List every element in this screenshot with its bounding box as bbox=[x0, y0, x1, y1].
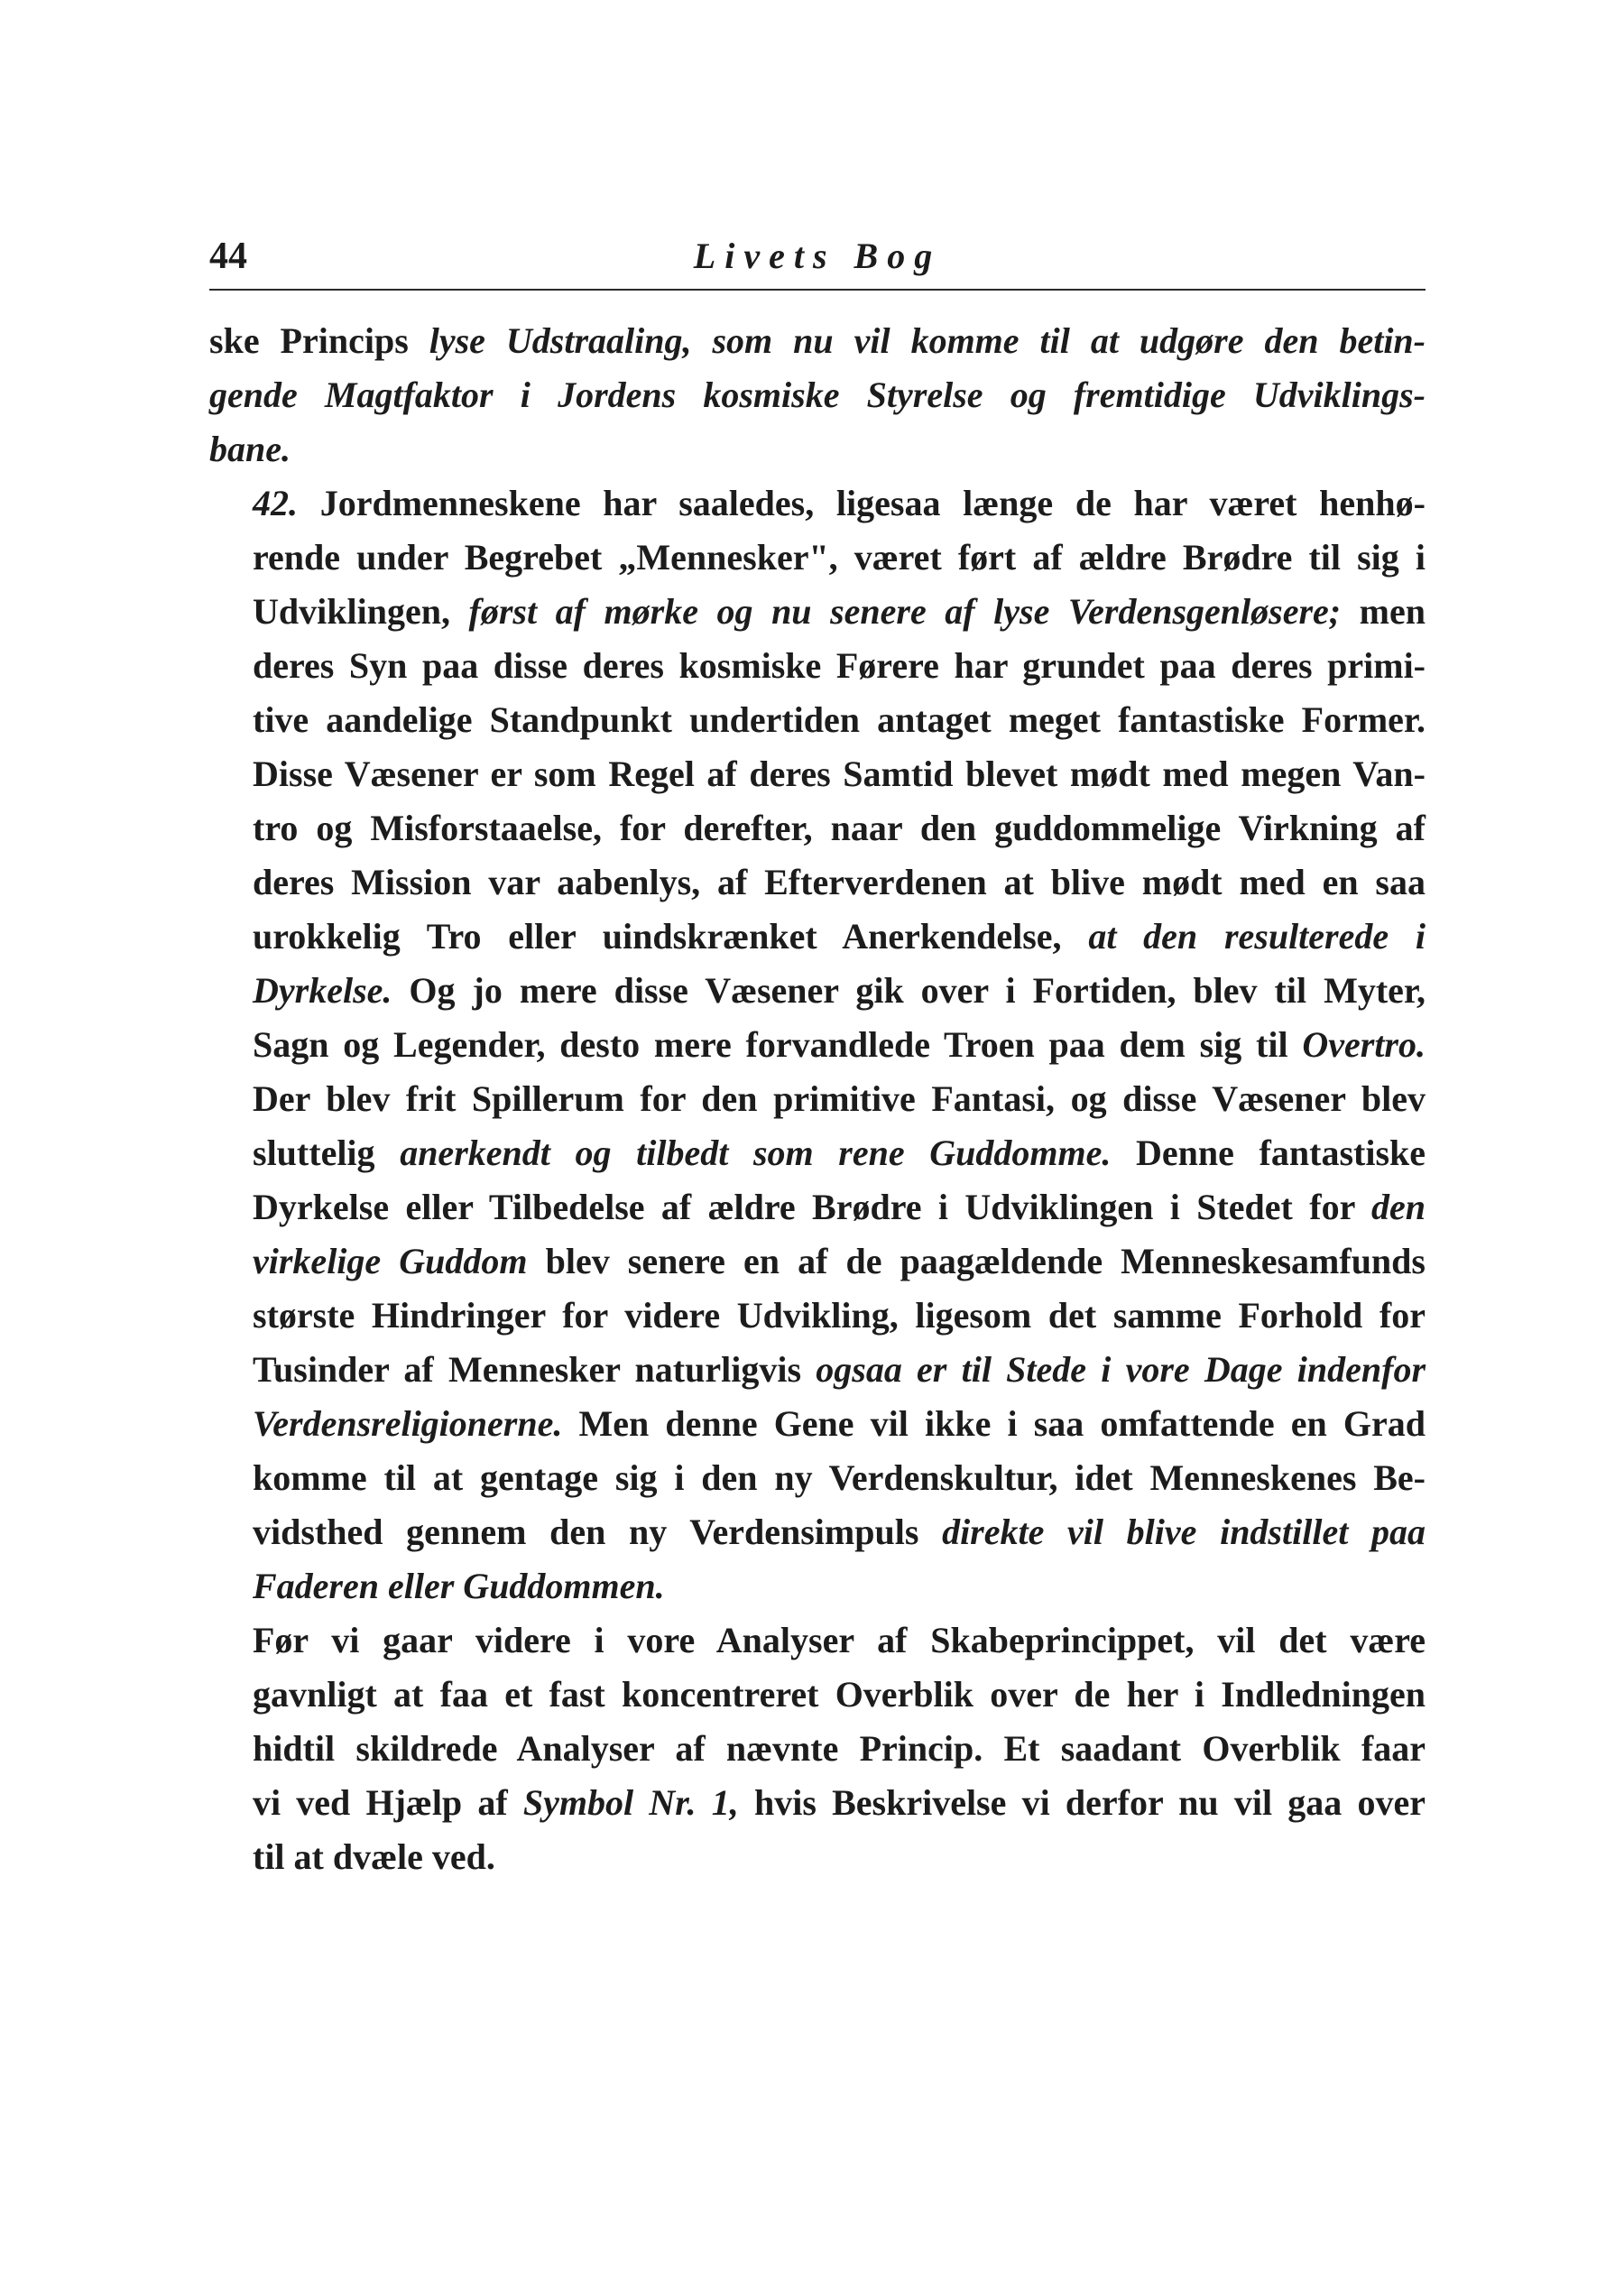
text-run: deres Syn paa disse deres kosmiske Førere har grundet paa deres primi- bbox=[253, 645, 1426, 686]
text-line bbox=[209, 585, 1426, 639]
text-line bbox=[209, 1451, 1426, 1505]
text-line bbox=[209, 1668, 1426, 1722]
text-run: hidtil skildrede Analyser af nævnte Princip. Et saadant Overblik faar bbox=[253, 1728, 1426, 1769]
text-line bbox=[209, 1289, 1426, 1343]
text-line bbox=[209, 855, 1426, 910]
text-run: Og jo mere disse Væsener gik over i Fortiden, blev til Myter, bbox=[392, 970, 1426, 1011]
body-text bbox=[209, 314, 1426, 1884]
italic-text: bane. bbox=[209, 429, 291, 469]
italic-text: 42. bbox=[253, 483, 298, 523]
text-run: Tusinder af Mennesker naturligvis bbox=[253, 1349, 817, 1390]
text-run: blev senere en af de paagældende Menneskesamfunds bbox=[527, 1241, 1426, 1281]
text-line bbox=[209, 422, 1426, 476]
text-run: største Hindringer for videre Udvikling, ligesom det samme Forhold for bbox=[253, 1295, 1426, 1336]
text-line bbox=[209, 1776, 1426, 1830]
italic-text: gende Magtfaktor i Jordens kosmiske Styrelse og fremtidige Udviklings- bbox=[209, 374, 1426, 415]
text-line bbox=[209, 1559, 1426, 1613]
text-line bbox=[209, 1180, 1426, 1234]
text-line bbox=[209, 1018, 1426, 1072]
text-line bbox=[209, 314, 1426, 368]
text-line bbox=[209, 1830, 1426, 1884]
text-run: vi ved Hjælp af bbox=[253, 1782, 523, 1823]
text-run: tive aandelige Standpunkt undertiden antaget meget fantastiske Former. bbox=[253, 699, 1426, 740]
italic-text: direkte vil blive indstillet paa bbox=[942, 1512, 1426, 1552]
text-run: ske Princips bbox=[209, 320, 429, 361]
text-line bbox=[209, 1126, 1426, 1180]
text-run: Jordmenneskene har saaledes, ligesaa længe de har været henhø- bbox=[298, 483, 1426, 523]
text-run: Men denne Gene vil ikke i saa omfattende en Grad bbox=[562, 1403, 1426, 1444]
italic-text: anerkendt og tilbedt som rene Guddomme. bbox=[400, 1133, 1112, 1173]
text-line bbox=[209, 1505, 1426, 1559]
text-run: komme til at gentage sig i den ny Verdenskultur, idet Menneskenes Be- bbox=[253, 1457, 1426, 1498]
running-head bbox=[209, 229, 1426, 291]
text-run: Disse Væsener er som Regel af deres Samtid blevet mødt med megen Van- bbox=[253, 754, 1426, 794]
text-line bbox=[209, 531, 1426, 585]
text-line bbox=[209, 1613, 1426, 1668]
italic-text: virkelige Guddom bbox=[253, 1241, 528, 1281]
text-line bbox=[209, 1343, 1426, 1397]
running-title: Livets Bog bbox=[693, 236, 942, 276]
paragraph bbox=[209, 314, 1426, 476]
text-run: Udviklingen, bbox=[253, 591, 469, 632]
text-run: men bbox=[1341, 591, 1426, 632]
text-run: til at dvæle ved. bbox=[253, 1836, 495, 1877]
italic-text: at den resulterede i bbox=[1088, 916, 1426, 957]
italic-text: Symbol Nr. 1, bbox=[522, 1782, 739, 1823]
text-line bbox=[209, 1072, 1426, 1126]
text-run: gavnligt at faa et fast koncentreret Overblik over de her i Indledningen bbox=[253, 1674, 1426, 1715]
italic-text: Overtro. bbox=[1302, 1024, 1426, 1065]
page-number: 44 bbox=[209, 236, 247, 277]
text-line bbox=[209, 1234, 1426, 1289]
text-run: Før vi gaar videre i vore Analyser af Skabeprincippet, vil det være bbox=[253, 1620, 1426, 1660]
italic-text: lyse Udstraaling, som nu vil komme til at udgøre den betin- bbox=[429, 320, 1426, 361]
paragraph bbox=[209, 476, 1426, 1613]
text-line bbox=[209, 368, 1426, 422]
text-line bbox=[209, 693, 1426, 747]
italic-text: den bbox=[1371, 1187, 1426, 1227]
text-run: deres Mission var aabenlys, af Efterverdenen at blive mødt med en saa bbox=[253, 862, 1426, 902]
text-run: Denne fantastiske bbox=[1111, 1133, 1426, 1173]
text-run: vidsthed gennem den ny Verdensimpuls bbox=[253, 1512, 943, 1552]
text-run: hvis Beskrivelse vi derfor nu vil gaa over bbox=[738, 1782, 1426, 1823]
text-run: Der blev frit Spillerum for den primitive Fantasi, og disse Væsener blev bbox=[253, 1078, 1426, 1119]
italic-text: Faderen eller Guddommen. bbox=[253, 1566, 665, 1606]
text-run: sluttelig bbox=[253, 1133, 401, 1173]
italic-text: først af mørke og nu senere af lyse Verdensgenløsere; bbox=[468, 591, 1342, 632]
italic-text: ogsaa er til Stede i vore Dage indenfor bbox=[816, 1349, 1426, 1390]
italic-text: Verdensreligionerne. bbox=[253, 1403, 563, 1444]
text-line bbox=[209, 747, 1426, 801]
text-run: Dyrkelse eller Tilbedelse af ældre Brødre i Udviklingen i Stedet for bbox=[253, 1187, 1371, 1227]
text-line bbox=[209, 639, 1426, 693]
text-run: urokkelig Tro eller uindskrænket Anerkendelse, bbox=[253, 916, 1089, 957]
text-run: Sagn og Legender, desto mere forvandlede Troen paa dem sig til bbox=[253, 1024, 1303, 1065]
text-run: tro og Misforstaaelse, for derefter, naar den guddommelige Virkning af bbox=[253, 808, 1426, 848]
text-line bbox=[209, 910, 1426, 964]
text-line bbox=[209, 476, 1426, 531]
text-run: rende under Begrebet „Mennesker", været ført af ældre Brødre til sig i bbox=[253, 537, 1426, 578]
text-line bbox=[209, 801, 1426, 855]
text-line bbox=[209, 964, 1426, 1018]
paragraph bbox=[209, 1613, 1426, 1884]
text-line bbox=[209, 1397, 1426, 1451]
text-line bbox=[209, 1722, 1426, 1776]
italic-text: Dyrkelse. bbox=[253, 970, 392, 1011]
